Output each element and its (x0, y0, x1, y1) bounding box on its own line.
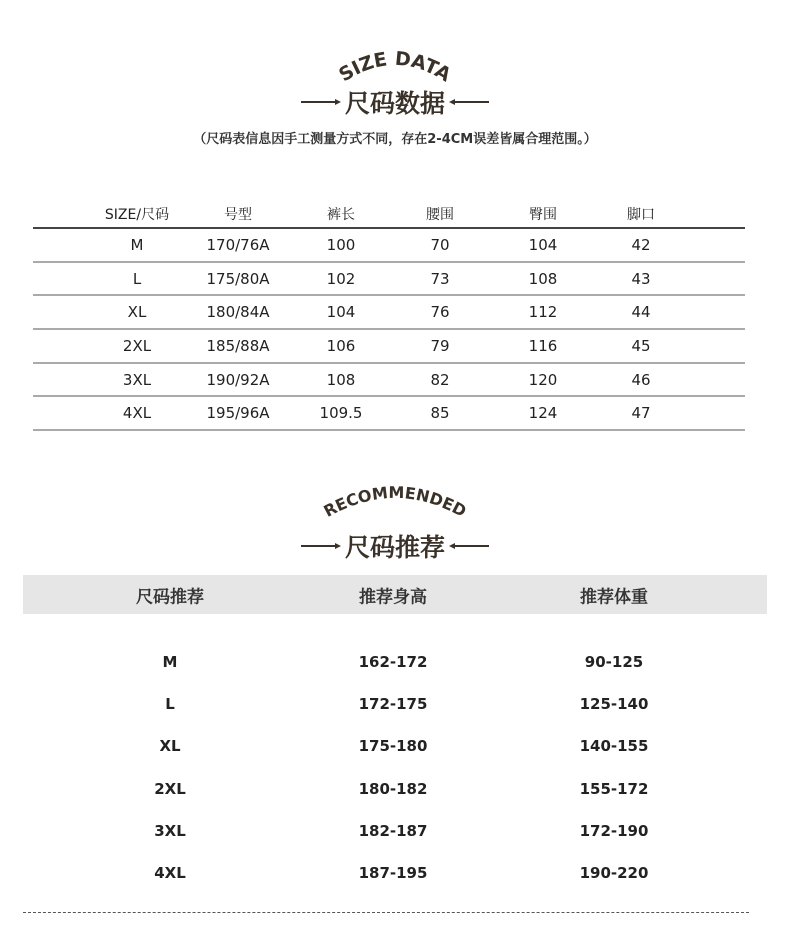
table-cell: 79 (430, 336, 450, 355)
header-cell: 脚口 (627, 206, 655, 223)
table-cell: 42 (631, 235, 651, 254)
header-cell: 推荐体重 (580, 587, 648, 607)
table-cell: 104 (326, 303, 356, 322)
table-cell: 175-180 (358, 737, 428, 756)
table-cell: 4XL (122, 404, 152, 423)
table-cell: 3XL (154, 821, 186, 840)
table-row (33, 397, 745, 431)
table-cell: 109.5 (319, 404, 363, 423)
header-cell: SIZE/尺码 (104, 206, 170, 223)
table-cell: 140-155 (579, 737, 649, 756)
table-cell: M (162, 653, 178, 671)
table-cell: 116 (528, 336, 558, 355)
table-cell: 190-220 (579, 864, 649, 882)
table-cell: 76 (430, 303, 450, 322)
table-cell: XL (159, 737, 181, 756)
header-cell: 臀围 (529, 206, 557, 223)
header-cell: 腰围 (426, 206, 454, 223)
table-row (33, 296, 745, 330)
table-cell: 175/80A (206, 269, 270, 288)
table-row (33, 263, 745, 297)
table-cell: 85 (430, 404, 450, 423)
table-cell: 172-190 (579, 821, 649, 840)
svg-text:SIZE DATA: SIZE DATA (335, 47, 455, 87)
header-cell: 推荐身高 (359, 587, 427, 607)
header-cell: 号型 (224, 206, 252, 223)
table-cell: 4XL (154, 864, 186, 882)
table-cell: 102 (326, 269, 356, 288)
table-cell: 120 (528, 370, 558, 389)
table-row (33, 330, 745, 364)
svg-text:RECOMMENDED: RECOMMENDED (320, 482, 470, 521)
table-cell: 155-172 (579, 779, 649, 798)
table-cell: 3XL (122, 370, 152, 389)
recommended-header-bar (23, 575, 767, 614)
table-cell: 182-187 (358, 821, 428, 840)
table-cell: L (165, 695, 175, 714)
table-row (33, 229, 745, 263)
table-cell: 104 (528, 235, 558, 254)
table-cell: 2XL (122, 336, 152, 355)
table-cell: M (130, 235, 144, 254)
size-data-table (33, 200, 745, 431)
header-cell: 裤长 (327, 206, 355, 223)
table-cell: 172-175 (358, 695, 428, 714)
table-cell: 124 (528, 404, 558, 423)
table-cell: 112 (528, 303, 558, 322)
table-cell: 180/84A (206, 303, 270, 322)
table-cell: 108 (528, 269, 558, 288)
table-cell: 162-172 (358, 653, 428, 671)
table-cell: 44 (631, 303, 651, 322)
table-cell: 180-182 (358, 779, 428, 798)
table-cell: 106 (326, 336, 356, 355)
table-cell: 73 (430, 269, 450, 288)
size-data-title: 尺码数据 (0, 84, 790, 120)
table-cell: 190/92A (206, 370, 270, 389)
measurement-note: （尺码表信息因手工测量方式不同，存在2-4CM误差皆属合理范围。） (193, 132, 597, 147)
table-cell: 195/96A (206, 404, 270, 423)
table-cell: 47 (631, 404, 651, 423)
table-cell: L (132, 269, 142, 288)
table-cell: 2XL (154, 779, 186, 798)
table-cell: 187-195 (358, 864, 428, 882)
table-cell: 43 (631, 269, 651, 288)
table-cell: 90-125 (584, 653, 644, 671)
table-cell: 46 (631, 370, 651, 389)
table-cell: XL (127, 303, 147, 322)
table-cell: 70 (430, 235, 450, 254)
recommended-title: 尺码推荐 (0, 528, 790, 564)
table-cell: 45 (631, 336, 651, 355)
table-row (33, 364, 745, 398)
table-cell: 185/88A (206, 336, 270, 355)
header-cell: 尺码推荐 (136, 587, 204, 607)
recommended-arc-label (290, 474, 500, 534)
table-cell: 108 (326, 370, 356, 389)
dashed-divider (23, 912, 749, 913)
table-header-row (33, 200, 745, 229)
table-cell: 125-140 (579, 695, 649, 714)
table-cell: 170/76A (206, 235, 270, 254)
table-cell: 100 (326, 235, 356, 254)
table-cell: 82 (430, 370, 450, 389)
